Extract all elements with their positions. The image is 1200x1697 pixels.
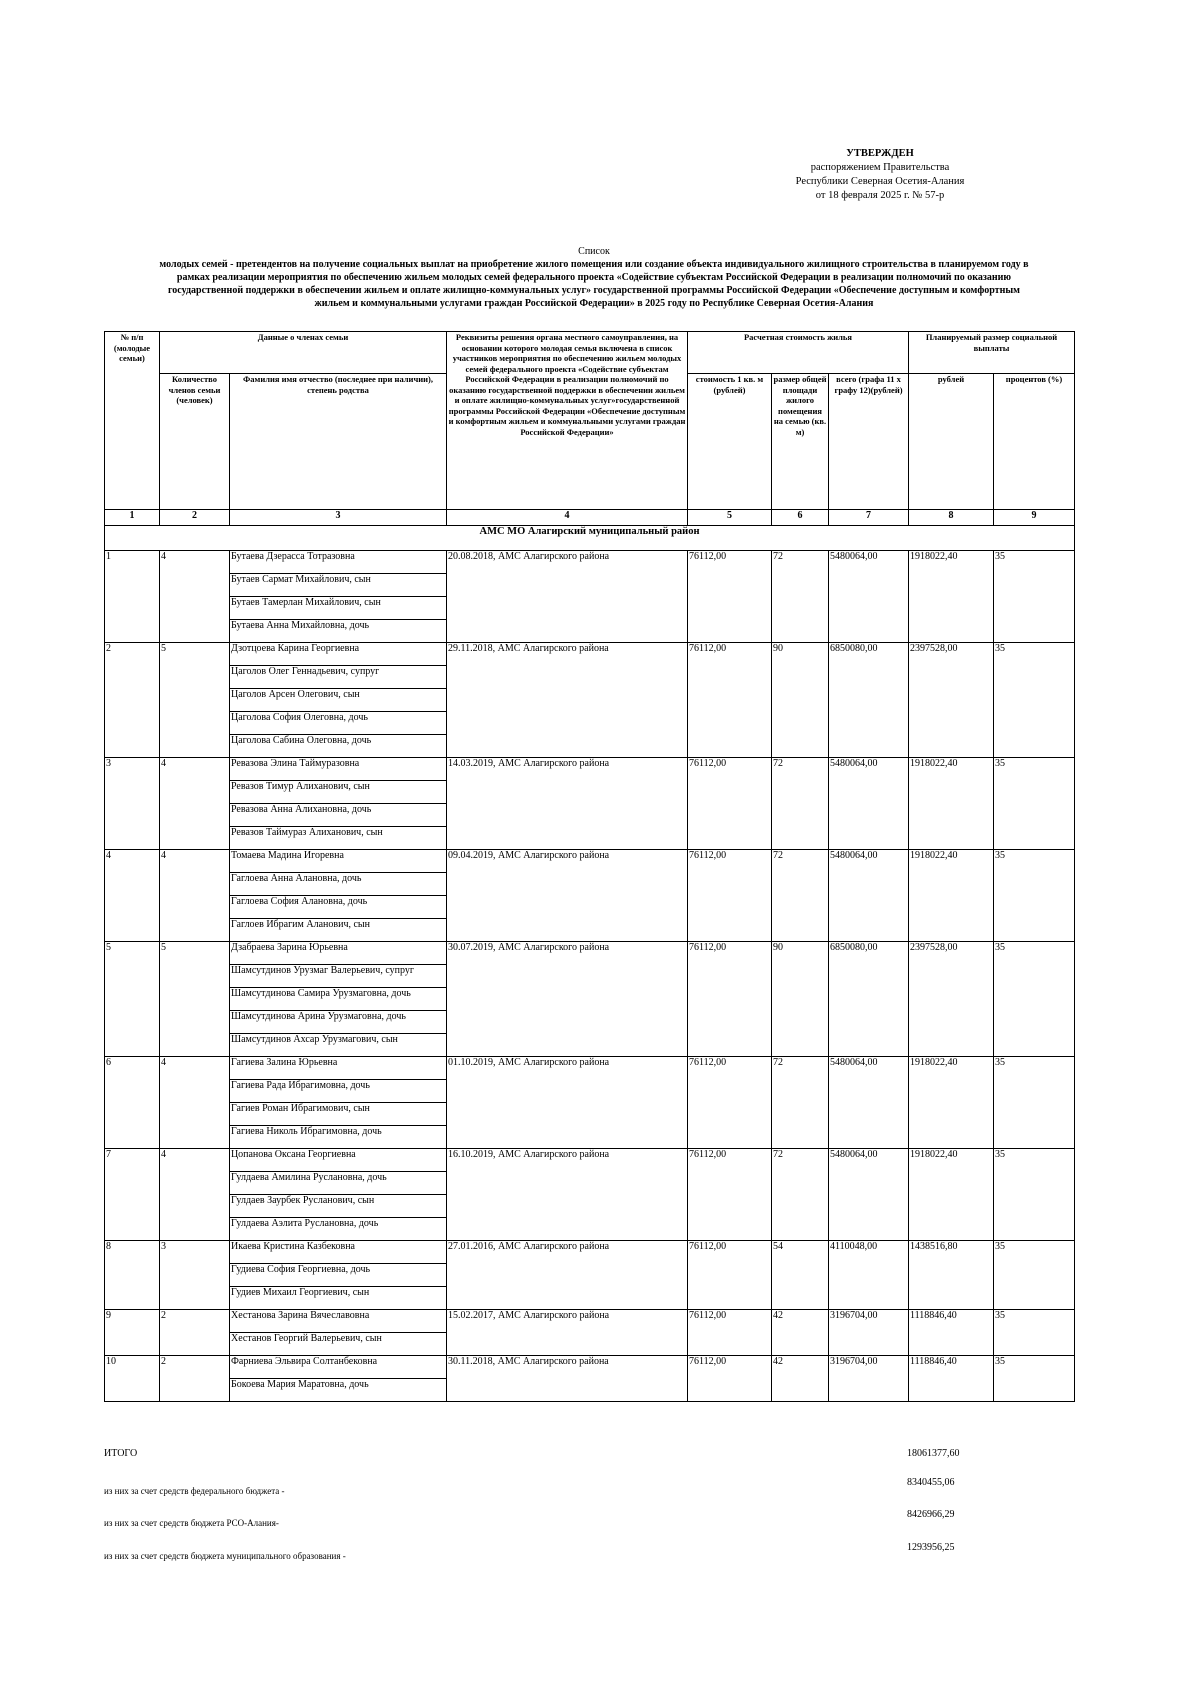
- members-count: 5: [160, 643, 230, 758]
- cost-per-sqm: 76112,00: [688, 758, 772, 850]
- payment-pct: 35: [994, 850, 1075, 942]
- municipal-label: из них за счет средств бюджета муниципального образования -: [104, 1551, 346, 1561]
- itogo-label: ИТОГО: [104, 1448, 138, 1459]
- approval-title: УТВЕРЖДЕН: [846, 148, 914, 159]
- header-planned: Планируемый размер социальной выплаты: [909, 332, 1075, 374]
- family-number: 5: [105, 942, 160, 1057]
- federal-value: 8340455,06: [907, 1477, 955, 1488]
- approval-line-2: Республики Северная Осетия-Алания: [795, 176, 965, 187]
- document-caption: [104, 245, 1084, 310]
- total-cost: 5480064,00: [829, 850, 909, 942]
- total-cost: 3196704,00: [829, 1356, 909, 1402]
- members-count: 2: [160, 1356, 230, 1402]
- total-cost: 5480064,00: [829, 551, 909, 643]
- decision-details: 14.03.2019, АМС Алагирского района: [447, 758, 688, 850]
- member-name: Бутаева Дзерасса Тотразовна: [230, 551, 447, 574]
- members-count: 3: [160, 1241, 230, 1310]
- decision-details: 30.07.2019, АМС Алагирского района: [447, 942, 688, 1057]
- caption-title: Список: [578, 246, 610, 257]
- header-num: № п/п (молодые семьи): [105, 332, 160, 510]
- payment-rub: 1118846,40: [909, 1356, 994, 1402]
- federal-label: из них за счет средств федерального бюджета -: [104, 1486, 285, 1496]
- table-row: [105, 551, 1075, 574]
- payment-pct: 35: [994, 551, 1075, 643]
- header-members-count: Количество членов семьи (человек): [160, 374, 230, 510]
- payment-pct: 35: [994, 1149, 1075, 1241]
- decision-details: 20.08.2018, АМС Алагирского района: [447, 551, 688, 643]
- rso-value: 8426966,29: [907, 1509, 955, 1520]
- cost-per-sqm: 76112,00: [688, 1057, 772, 1149]
- decision-details: 30.11.2018, АМС Алагирского района: [447, 1356, 688, 1402]
- payment-rub: 1918022,40: [909, 1057, 994, 1149]
- member-name: Гагиев Роман Ибрагимович, сын: [230, 1103, 447, 1126]
- header-pct: процентов (%): [994, 374, 1075, 510]
- col-number: 1: [105, 510, 160, 526]
- col-number: 2: [160, 510, 230, 526]
- table-row: [105, 942, 1075, 965]
- approval-line-1: распоряжением Правительства: [810, 162, 950, 173]
- table-row: [105, 1356, 1075, 1379]
- decision-details: 15.02.2017, АМС Алагирского района: [447, 1310, 688, 1356]
- payment-pct: 35: [994, 1241, 1075, 1310]
- member-name: Хестанов Георгий Валерьевич, сын: [230, 1333, 447, 1356]
- member-name: Гагиева Залина Юрьевна: [230, 1057, 447, 1080]
- decision-details: 16.10.2019, АМС Алагирского района: [447, 1149, 688, 1241]
- member-name: Бутаев Тамерлан Михайлович, сын: [230, 597, 447, 620]
- cost-per-sqm: 76112,00: [688, 1356, 772, 1402]
- rso-label: из них за счет средств бюджета РСО-Алания-: [104, 1518, 279, 1528]
- approval-line-3: от 18 февраля 2025 г. № 57-р: [815, 190, 945, 201]
- member-name: Ревазов Таймураз Алиханович, сын: [230, 827, 447, 850]
- header-area: размер общей площади жилого помещения на семью (кв. м): [772, 374, 829, 510]
- families-table: [104, 331, 1075, 1402]
- payment-rub: 1918022,40: [909, 551, 994, 643]
- member-name: Бокоева Мария Маратовна, дочь: [230, 1379, 447, 1402]
- payment-pct: 35: [994, 1356, 1075, 1402]
- family-number: 4: [105, 850, 160, 942]
- total-cost: 3196704,00: [829, 1310, 909, 1356]
- member-name: Гаглоева Анна Алановна, дочь: [230, 873, 447, 896]
- area-sqm: 72: [772, 1057, 829, 1149]
- member-name: Гагиева Рада Ибрагимовна, дочь: [230, 1080, 447, 1103]
- payment-pct: 35: [994, 643, 1075, 758]
- area-sqm: 54: [772, 1241, 829, 1310]
- area-sqm: 72: [772, 850, 829, 942]
- member-name: Ревазов Тимур Алиханович, сын: [230, 781, 447, 804]
- member-name: Цаголова София Олеговна, дочь: [230, 712, 447, 735]
- col-number: 7: [829, 510, 909, 526]
- table-row: [105, 758, 1075, 781]
- member-name: Дзотцоева Карина Георгиевна: [230, 643, 447, 666]
- total-cost: 6850080,00: [829, 942, 909, 1057]
- cost-per-sqm: 76112,00: [688, 1241, 772, 1310]
- members-count: 4: [160, 850, 230, 942]
- member-name: Гудиева София Георгиевна, дочь: [230, 1264, 447, 1287]
- decision-details: 29.11.2018, АМС Алагирского района: [447, 643, 688, 758]
- cost-per-sqm: 76112,00: [688, 643, 772, 758]
- decision-details: 01.10.2019, АМС Алагирского района: [447, 1057, 688, 1149]
- area-sqm: 90: [772, 942, 829, 1057]
- cost-per-sqm: 76112,00: [688, 1149, 772, 1241]
- decision-details: 09.04.2019, АМС Алагирского района: [447, 850, 688, 942]
- payment-rub: 1918022,40: [909, 1149, 994, 1241]
- area-sqm: 42: [772, 1310, 829, 1356]
- col-number: 9: [994, 510, 1075, 526]
- area-sqm: 90: [772, 643, 829, 758]
- table-row: [105, 1241, 1075, 1264]
- member-name: Шамсутдинов Ахсар Урузмагович, сын: [230, 1034, 447, 1057]
- payment-rub: 1438516,80: [909, 1241, 994, 1310]
- family-number: 10: [105, 1356, 160, 1402]
- header-fio: Фамилия имя отчество (последнее при наличии), степень родства: [230, 374, 447, 510]
- section-row: [105, 526, 1075, 551]
- approval-block: [760, 147, 1000, 203]
- cost-per-sqm: 76112,00: [688, 850, 772, 942]
- member-name: Шамсутдинова Арина Урузмаговна, дочь: [230, 1011, 447, 1034]
- payment-rub: 2397528,00: [909, 643, 994, 758]
- payment-pct: 35: [994, 758, 1075, 850]
- header-cost: Расчетная стоимость жилья: [688, 332, 909, 374]
- total-cost: 5480064,00: [829, 1149, 909, 1241]
- cost-per-sqm: 76112,00: [688, 551, 772, 643]
- member-name: Гулдаева Аэлита Руслановна, дочь: [230, 1218, 447, 1241]
- table-row: [105, 1310, 1075, 1333]
- total-cost: 6850080,00: [829, 643, 909, 758]
- total-cost: 4110048,00: [829, 1241, 909, 1310]
- payment-rub: 1918022,40: [909, 850, 994, 942]
- caption-line-4: жильем и коммунальными услугами граждан Российской Федерации» в 2025 году по Республике Северная Осетия-Алания: [314, 298, 874, 309]
- header-family-data: Данные о членах семьи: [160, 332, 447, 374]
- col-number: 4: [447, 510, 688, 526]
- member-name: Цаголова Сабина Олеговна, дочь: [230, 735, 447, 758]
- family-number: 6: [105, 1057, 160, 1149]
- area-sqm: 72: [772, 551, 829, 643]
- member-name: Гулдаева Амилина Руслановна, дочь: [230, 1172, 447, 1195]
- payment-pct: 35: [994, 1057, 1075, 1149]
- decision-details: 27.01.2016, АМС Алагирского района: [447, 1241, 688, 1310]
- member-name: Цопанова Оксана Георгиевна: [230, 1149, 447, 1172]
- member-name: Гагиева Николь Ибрагимовна, дочь: [230, 1126, 447, 1149]
- payment-rub: 2397528,00: [909, 942, 994, 1057]
- member-name: Гаглоева София Алановна, дочь: [230, 896, 447, 919]
- family-number: 7: [105, 1149, 160, 1241]
- itogo-value: 18061377,60: [907, 1448, 960, 1459]
- table-row: [105, 1057, 1075, 1080]
- member-name: Гудиев Михаил Георгиевич, сын: [230, 1287, 447, 1310]
- payment-pct: 35: [994, 942, 1075, 1057]
- members-count: 2: [160, 1310, 230, 1356]
- area-sqm: 42: [772, 1356, 829, 1402]
- header-decision: Реквизиты решения органа местного самоуправления, на основании которого молодая семья включена в список участников мероприятия по обеспечению жильем молодых семей федерального проекта «Содействие субъектам Российской Федерации в реализации полномочий по оказанию государственной поддержки в обеспечении жильем и оплате жилищно-коммунальных услуг»государственной программы Российской Федерации «Обеспечение доступным и комфортным жильем и коммунальными услугами граждан Российской Федерации»: [447, 332, 688, 510]
- member-name: Цаголов Арсен Олегович, сын: [230, 689, 447, 712]
- members-count: 4: [160, 1149, 230, 1241]
- family-number: 9: [105, 1310, 160, 1356]
- total-cost: 5480064,00: [829, 1057, 909, 1149]
- col-number: 3: [230, 510, 447, 526]
- header-rub: рублей: [909, 374, 994, 510]
- member-name: Гаглоев Ибрагим Аланович, сын: [230, 919, 447, 942]
- col-number: 5: [688, 510, 772, 526]
- family-number: 3: [105, 758, 160, 850]
- col-number: 6: [772, 510, 829, 526]
- member-name: Дзабраева Зарина Юрьевна: [230, 942, 447, 965]
- members-count: 4: [160, 1057, 230, 1149]
- area-sqm: 72: [772, 758, 829, 850]
- caption-line-1: молодых семей - претендентов на получение социальных выплат на приобретение жилого помещения или создание объекта индивидуального жилищного строительства в планируемом году в: [159, 259, 1029, 270]
- municipal-value: 1293956,25: [907, 1542, 955, 1553]
- members-count: 5: [160, 942, 230, 1057]
- cost-per-sqm: 76112,00: [688, 942, 772, 1057]
- member-name: Фарниева Эльвира Солтанбековна: [230, 1356, 447, 1379]
- members-count: 4: [160, 551, 230, 643]
- members-count: 4: [160, 758, 230, 850]
- payment-rub: 1918022,40: [909, 758, 994, 850]
- member-name: Ревазова Анна Алихановна, дочь: [230, 804, 447, 827]
- member-name: Бутаева Анна Михайловна, дочь: [230, 620, 447, 643]
- area-sqm: 72: [772, 1149, 829, 1241]
- caption-line-2: рамках реализации мероприятия по обеспечению жильем молодых семей федерального проекта «Содействие субъектам Российской Федерации в реализации полномочий по оказанию: [176, 272, 1012, 283]
- column-numbers-row: [105, 510, 1075, 526]
- member-name: Бутаев Сармат Михайлович, сын: [230, 574, 447, 597]
- table-row: [105, 643, 1075, 666]
- total-cost: 5480064,00: [829, 758, 909, 850]
- col-number: 8: [909, 510, 994, 526]
- table-row: [105, 850, 1075, 873]
- payment-rub: 1118846,40: [909, 1310, 994, 1356]
- member-name: Шамсутдинов Урузмаг Валерьевич, супруг: [230, 965, 447, 988]
- cost-per-sqm: 76112,00: [688, 1310, 772, 1356]
- family-number: 1: [105, 551, 160, 643]
- member-name: Гулдаев Заурбек Русланович, сын: [230, 1195, 447, 1218]
- member-name: Ревазова Элина Таймуразовна: [230, 758, 447, 781]
- header-total: всего (графа 11 х графу 12)(рублей): [829, 374, 909, 510]
- member-name: Хестанова Зарина Вячеславовна: [230, 1310, 447, 1333]
- header-per-sqm: стоимость 1 кв. м (рублей): [688, 374, 772, 510]
- caption-line-3: государственной поддержки в обеспечении жильем и оплате жилищно-коммунальных услуг» государственной программы Российской Федерации «Обеспечение доступным и комфортным: [168, 285, 1020, 296]
- table-row: [105, 1149, 1075, 1172]
- section-title: АМС МО Алагирский муниципальный район: [105, 526, 1075, 551]
- family-number: 2: [105, 643, 160, 758]
- member-name: Шамсутдинова Самира Урузмаговна, дочь: [230, 988, 447, 1011]
- member-name: Цаголов Олег Геннадьевич, супруг: [230, 666, 447, 689]
- payment-pct: 35: [994, 1310, 1075, 1356]
- member-name: Икаева Кристина Казбековна: [230, 1241, 447, 1264]
- member-name: Томаева Мадина Игоревна: [230, 850, 447, 873]
- family-number: 8: [105, 1241, 160, 1310]
